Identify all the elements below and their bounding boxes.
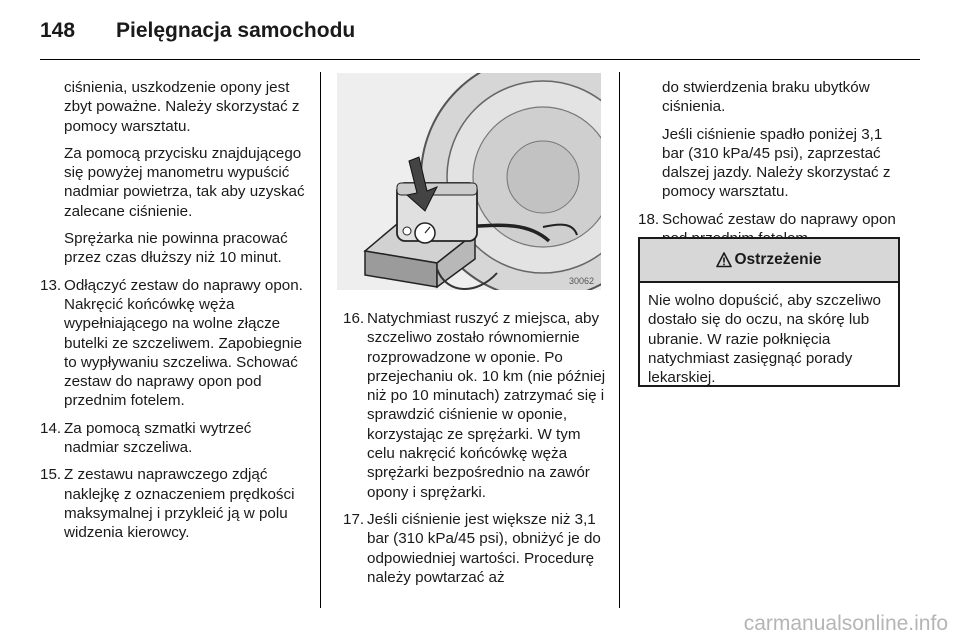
item-number: 13. xyxy=(40,276,62,294)
item-number: 14. xyxy=(40,419,62,437)
warning-triangle-icon xyxy=(716,252,732,268)
compressor-illustration xyxy=(337,73,601,290)
figure-code: 30062 xyxy=(569,276,595,286)
column-divider-1 xyxy=(320,72,321,608)
list-item xyxy=(40,419,310,458)
watermark: carmanualsonline.info xyxy=(743,612,948,635)
warning-header xyxy=(640,239,898,283)
item-number: 15. xyxy=(40,466,62,484)
item-text: Jeśli ciśnienie jest większe niż 3,1 bar (310 kPa/45 psi), obniżyć je do odpowiedniej wartości. Procedurę należy powtarzać aż xyxy=(367,510,601,586)
item-text: Natychmiast ruszyć z miejsca, aby szczeliwo zostało równomiernie rozprowadzone w oponie. Po przejechaniu ok. 10 km (nie później niż po 10 minutach) zatrzymać się i sprawdzić ciśnienie w oponie, korzystając ze sprężarki. W tym celu nakręcić końcówkę węża sprężarki bezpośrednio na zawór opony i sprężarki. xyxy=(367,310,606,501)
list-item xyxy=(40,276,310,411)
column-1 xyxy=(40,78,310,551)
item-text: Odłączyć zestaw do naprawy opon. Nakręcić końcówkę węża wypełniającego na wolne złącze butelki ze szczeliwem. Zapobiegnie to wypływaniu szczeliwa. Schować zestaw do naprawy opon pod przednim fotelem. xyxy=(64,276,303,410)
item-number: 16. xyxy=(343,310,365,327)
column-divider-2 xyxy=(619,72,620,608)
header-rule xyxy=(40,59,920,60)
paragraph: do stwierdzenia braku ubytków ciśnienia. xyxy=(662,79,870,116)
paragraph: Sprężarka nie powinna pracować przez czas dłuższy niż 10 minut. xyxy=(64,230,288,267)
item-number: 18. xyxy=(638,210,660,228)
page-header xyxy=(40,10,920,52)
item-number: 17. xyxy=(343,510,365,528)
column-3 xyxy=(638,78,906,256)
item-text: Z zestawu naprawczego zdjąć naklejkę z oznaczeniem prędkości maksymalnej i przykleić ją w polu widzenia kierowcy. xyxy=(64,466,295,542)
page-title: Pielęgnacja samochodu xyxy=(116,19,356,42)
column-2 xyxy=(343,309,611,595)
item-text: Schować zestaw do naprawy opon xyxy=(662,210,896,228)
paragraph: Jeśli ciśnienie spadło poniżej 3,1 bar (310 kPa/45 psi), zaprzestać dalszej jazdy. Należy skorzystać z pomocy warsztatu. xyxy=(662,125,891,201)
list-item xyxy=(343,309,611,502)
item-text: Za pomocą szmatki wytrzeć nadmiar szczeliwa. xyxy=(64,419,252,457)
page-number: 148 xyxy=(40,19,76,42)
list-item xyxy=(343,510,611,587)
compressor-figure xyxy=(337,73,601,290)
warning-box xyxy=(638,237,900,387)
warning-title: Ostrzeżenie xyxy=(734,251,822,268)
warning-text: Nie wolno dopuścić, aby szczeliwo dostało się do oczu, na skórę lub ubranie. W razie połknięcia natychmiast zasięgnąć porady lekarskiej. xyxy=(648,292,881,387)
paragraph: Za pomocą przycisku znajdującego się powyżej manometru wypuścić nadmiar powietrza, tak aby uzyskać zalecane ciśnienie. xyxy=(64,144,305,220)
paragraph: ciśnienia, uszkodzenie opony jest zbyt poważne. Należy skorzystać z pomocy warsztatu. xyxy=(64,79,300,135)
list-item xyxy=(40,465,310,542)
